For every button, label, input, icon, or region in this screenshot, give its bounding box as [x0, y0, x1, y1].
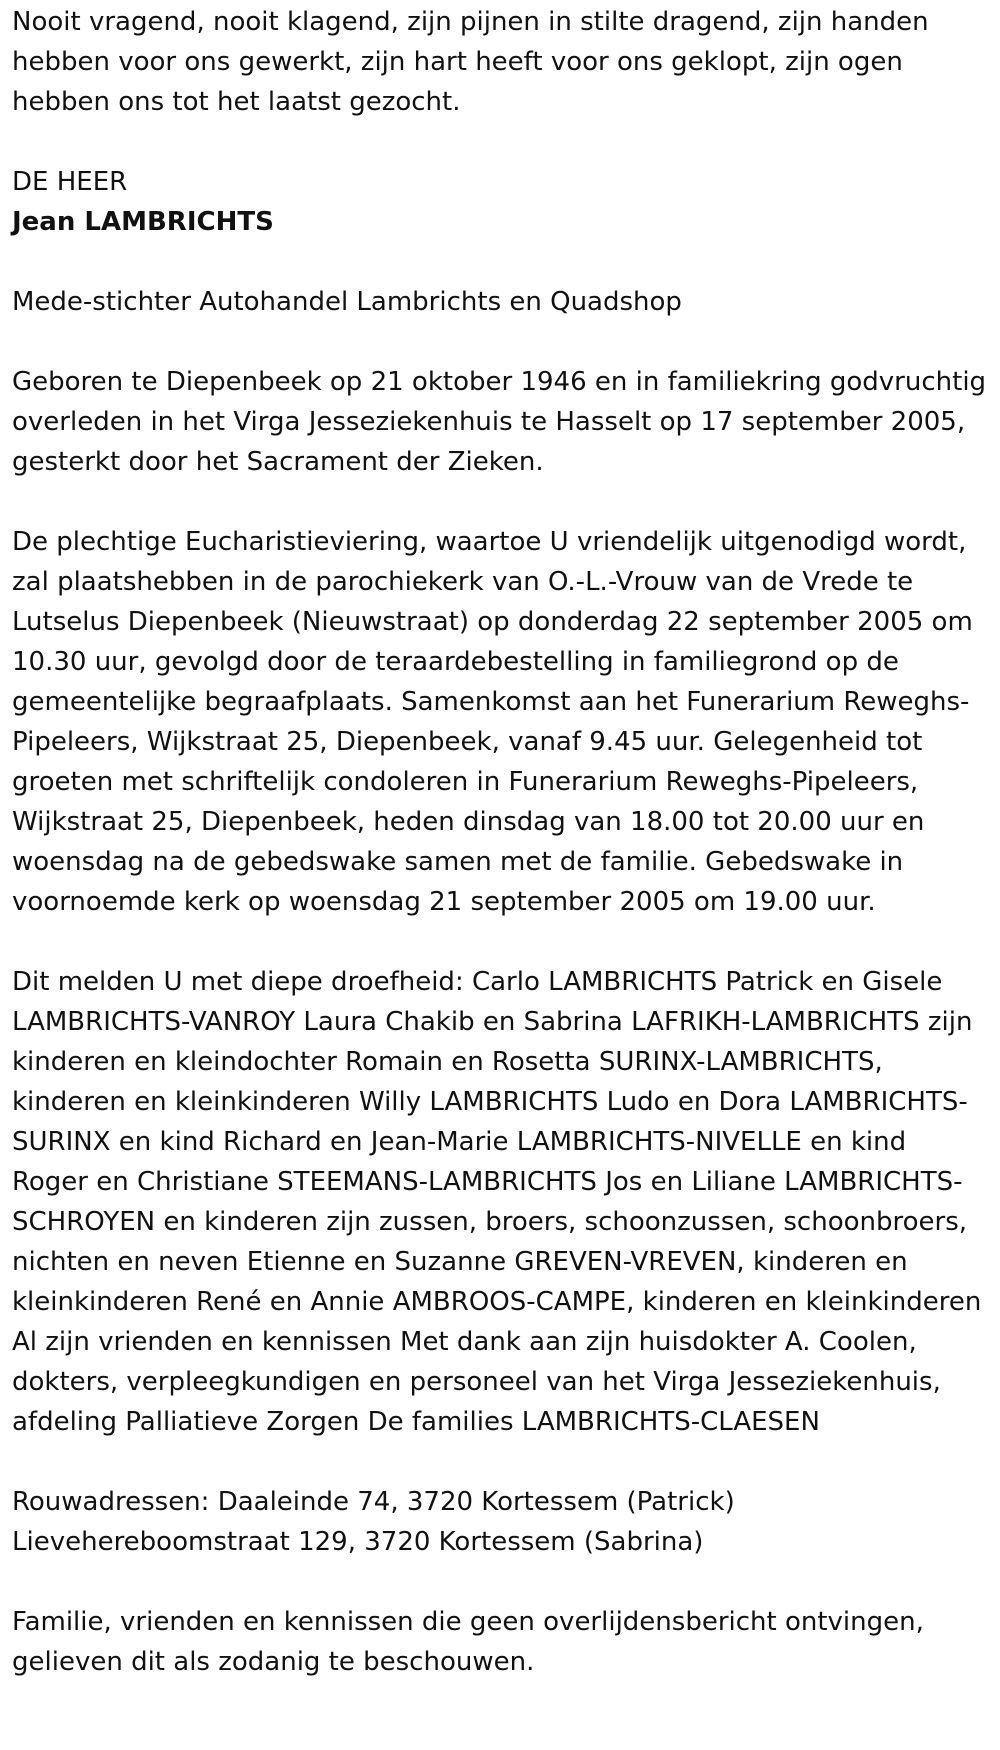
occupation: Mede-stichter Autohandel Lambrichts en Quadshop: [12, 287, 682, 317]
address-line-1: Rouwadressen: Daaleinde 74, 3720 Kortessem (Patrick): [12, 1487, 735, 1517]
deceased-name: Jean LAMBRICHTS: [12, 207, 274, 237]
mourning-addresses: [12, 1482, 988, 1562]
spacer: [12, 122, 988, 162]
spacer: [12, 1442, 988, 1482]
spacer: [12, 922, 988, 962]
spacer: [12, 482, 988, 522]
spacer: [12, 1562, 988, 1602]
closing-paragraph: Familie, vrienden en kennissen die geen overlijdensbericht ontvingen, gelieven dit als zodanig te beschouwen.: [12, 1607, 924, 1677]
title-prefix: DE HEER: [12, 167, 128, 197]
birth-death-paragraph: Geboren te Diepenbeek op 21 oktober 1946 en in familiekring godvruchtig overleden in het Virga Jesseziekenhuis te Hasselt op 17 september 2005, gesterkt door het Sacrament der Zieken.: [12, 367, 987, 477]
intro-poem: Nooit vragend, nooit klagend, zijn pijnen in stilte dragend, zijn handen hebben voor ons gewerkt, zijn hart heeft voor ons geklopt, zijn ogen hebben ons tot het laatst gezocht.: [12, 7, 929, 117]
address-line-2: Lievehereboomstraat 129, 3720 Kortessem (Sabrina): [12, 1527, 704, 1557]
spacer: [12, 322, 988, 362]
ceremony-paragraph: De plechtige Eucharistieviering, waartoe U vriendelijk uitgenodigd wordt, zal plaatshebben in de parochiekerk van O.-L.-Vrouw van de Vrede te Lutselus Diepenbeek (Nieuwstraat) op donderdag 22 september 2005 om 10.30 uur, gevolgd door de teraardebestelling in familiegrond op de gemeentelijke begraafplaats. Samenkomst aan het Funerarium Reweghs-Pipeleers, Wijkstraat 25, Diepenbeek, vanaf 9.45 uur. Gelegenheid tot groeten met schriftelijk condoleren in Funerarium Reweghs-Pipeleers, Wijkstraat 25, Diepenbeek, heden dinsdag van 18.00 tot 20.00 uur en woensdag na de gebedswake samen met de familie. Gebedswake in voornoemde kerk op woensdag 21 september 2005 om 19.00 uur.: [12, 527, 973, 917]
spacer: [12, 242, 988, 282]
family-paragraph: Dit melden U met diepe droefheid: Carlo LAMBRICHTS Patrick en Gisele LAMBRICHTS-VANROY Laura Chakib en Sabrina LAFRIKH-LAMBRICHTS zijn kinderen en kleindochter Romain en Rosetta SURINX-LAMBRICHTS, kinderen en kleinkinderen Willy LAMBRICHTS Ludo en Dora LAMBRICHTS-SURINX en kind Richard en Jean-Marie LAMBRICHTS-NIVELLE en kind Roger en Christiane STEEMANS-LAMBRICHTS Jos en Liliane LAMBRICHTS-SCHROYEN en kinderen zijn zussen, broers, schoonzussen, schoonbroers, nichten en neven Etienne en Suzanne GREVEN-VREVEN, kinderen en kleinkinderen René en Annie AMBROOS-CAMPE, kinderen en kleinkinderen Al zijn vrienden en kennissen Met dank aan zijn huisdokter A. Coolen, dokters, verpleegkundigen en personeel van het Virga Jesseziekenhuis, afdeling Palliatieve Zorgen De families LAMBRICHTS-CLAESEN: [12, 967, 982, 1437]
